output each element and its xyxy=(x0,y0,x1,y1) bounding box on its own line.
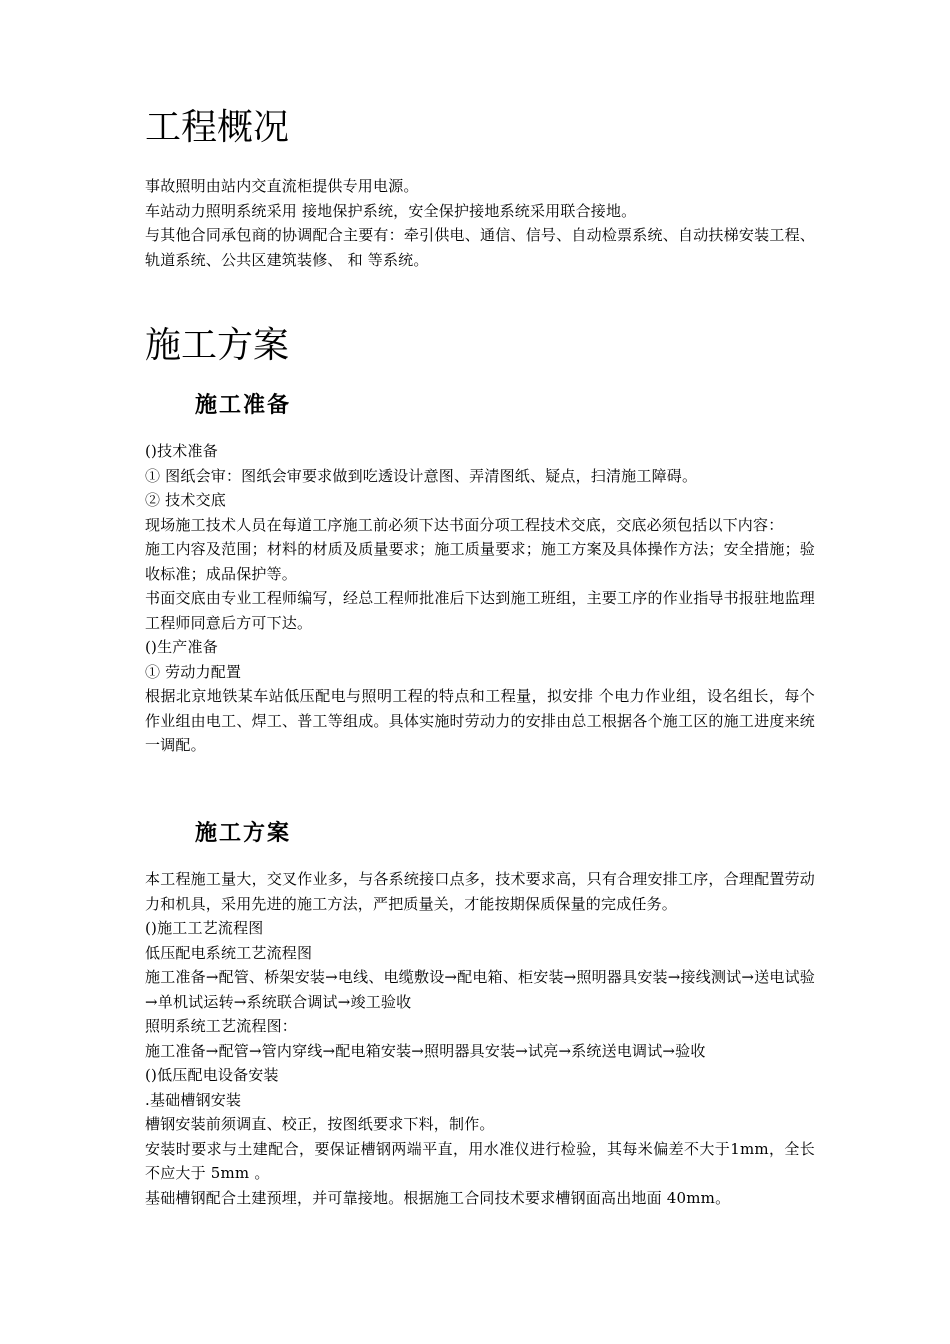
overview-body xyxy=(145,174,815,272)
paragraph: 根据北京地铁某车站低压配电与照明工程的特点和工程量，拟安排 个电力作业组，设名组长，每个作业组由电工、焊工、普工等组成。具体实施时劳动力的安排由总工根据各个施工区的施工进度来统一调配。 xyxy=(145,687,815,754)
subheading-prep: 施工准备 xyxy=(195,392,292,418)
paragraph: 与其他合同承包商的协调配合主要有：牵引供电、通信、信号、自动检票系统、自动扶梯安装工程、轨道系统、公共区建筑装修、 和 等系统。 xyxy=(145,226,815,269)
paragraph: 书面交底由专业工程师编写，经总工程师批准后下达到施工班组，主要工序的作业指导书报驻地监理工程师同意后方可下达。 xyxy=(145,589,815,632)
paragraph: 基础槽钢配合土建预埋，并可靠接地。根据施工合同技术要求槽钢面高出地面 40mm。 xyxy=(145,1188,731,1207)
paragraph: ① 劳动力配置 xyxy=(145,662,242,681)
heading-overview: 工程概况 xyxy=(145,107,290,148)
paragraph: 车站动力照明系统采用 接地保护系统，安全保护接地系统采用联合接地。 xyxy=(145,201,637,220)
paragraph: 槽钢安装前须调直、校正，按图纸要求下料，制作。 xyxy=(145,1115,495,1133)
heading-plan: 施工方案 xyxy=(145,325,290,366)
scheme-body xyxy=(145,867,815,1210)
paragraph: 照明系统工艺流程图： xyxy=(145,1017,298,1035)
paragraph: 事故照明由站内交直流柜提供专用电源。 xyxy=(145,177,419,195)
paragraph: ()低压配电设备安装 xyxy=(145,1066,279,1084)
paragraph: ()生产准备 xyxy=(145,638,218,656)
paragraph: 现场施工技术人员在每道工序施工前必须下达书面分项工程技术交底，交底必须包括以下内容： xyxy=(145,515,784,534)
paragraph: 施工准备→配管、桥架安装→电线、电缆敷设→配电箱、柜安装→照明器具安装→接线测试→送电试验→单机试运转→系统联合调试→竣工验收 xyxy=(145,968,815,1011)
paragraph: 施工内容及范围；材料的材质及质量要求；施工质量要求；施工方案及具体操作方法；安全措施；验收标准；成品保护等。 xyxy=(145,540,815,583)
paragraph: .基础槽钢安装 xyxy=(145,1090,242,1109)
prep-body xyxy=(145,439,815,758)
paragraph: ()施工工艺流程图 xyxy=(145,919,264,937)
subheading-scheme: 施工方案 xyxy=(195,820,292,846)
paragraph: 低压配电系统工艺流程图 xyxy=(145,943,313,962)
paragraph: 本工程施工量大，交叉作业多，与各系统接口点多，技术要求高，只有合理安排工序，合理配置劳动力和机具，采用先进的施工方法，严把质量关，才能按期保质保量的完成任务。 xyxy=(145,870,815,913)
paragraph: ()技术准备 xyxy=(145,442,218,460)
paragraph: 安装时要求与土建配合，要保证槽钢两端平直，用水准仪进行检验，其每米偏差不大于1mm，全长不应大于 5mm 。 xyxy=(145,1139,815,1182)
paragraph: 施工准备→配管→管内穿线→配电箱安装→照明器具安装→试亮→系统送电调试→验收 xyxy=(145,1041,706,1060)
paragraph: ① 图纸会审：图纸会审要求做到吃透设计意图、弄清图纸、疑点，扫清施工障碍。 xyxy=(145,466,698,485)
paragraph: ② 技术交底 xyxy=(145,491,226,509)
